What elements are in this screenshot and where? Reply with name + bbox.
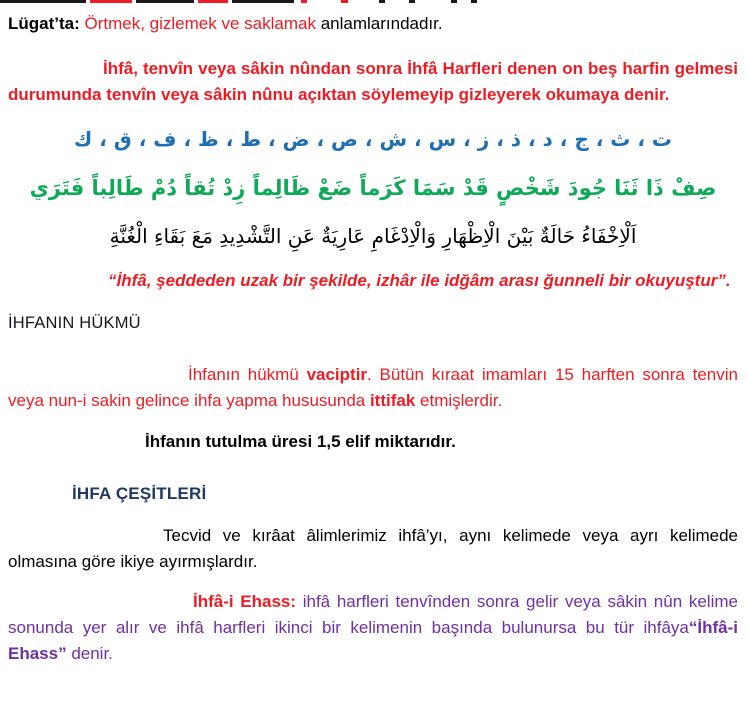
- hukum-text-1: İhfanın hükmü: [188, 364, 307, 384]
- lugat-red-meanings: Örtmek, gizlemek ve saklamak: [79, 14, 316, 33]
- ehass-label: İhfâ-i Ehass:: [193, 591, 297, 611]
- paragraph-tecvid: Tecvid ve kırâat âlimlerimiz ihfâ’yı, aynı kelimede veya ayrı kelimede olmasına göre ikiye ayırmışlardır.: [8, 526, 738, 572]
- quote-ihfa-description: “İhfâ, şeddeden uzak bir şekilde, izhâr ile idğâm arası ğunneli bir okuyuştur”.: [108, 271, 731, 291]
- fragment-mark: [301, 0, 307, 3]
- ehass-text-2: denir.: [66, 643, 113, 663]
- cropped-text-fragments: [0, 0, 748, 4]
- heading-ihfanin-hukmu: İHFANIN HÜKMÜ: [8, 313, 141, 332]
- lugat-rest: anlamlarındadır.: [315, 14, 443, 33]
- fragment-mark: [341, 0, 348, 3]
- fragment-mark: [451, 0, 457, 3]
- fragment-mark: [409, 0, 415, 3]
- hukum-emphasis-vaciptir: vaciptir: [306, 364, 368, 384]
- hukum-text-3: etmişlerdir.: [415, 390, 503, 410]
- arabic-definition-line: اَلْاِخْفَاءُ حَالَةٌ بَيْنَ الْاِظْهَارِ وَالْاِدْغَامِ عَارِيَةٌ عَنِ التَّشْدِيدِ مَعَ بَقَاءِ الْغُنَّةِ: [109, 224, 637, 249]
- hukum-text-2: . Bütün kıraat imamları 15 harften sonra tenvin veya nun-i sakin gelince ihfa yapma hususunda: [8, 364, 738, 410]
- paragraph-ihfa-definition: İhfâ, tenvîn veya sâkin nûndan sonra İhfâ Harfleri denen on beş harfin gelmesi durumunda tenvîn veya sâkin nûnu açıktan söylemeyip gizleyerek okumaya denir.: [8, 58, 738, 104]
- paragraph-lugat: [8, 11, 738, 37]
- hukum-emphasis-ittifak: ittifak: [369, 390, 416, 410]
- fragment-mark: [379, 0, 385, 3]
- fragment-mark: [471, 0, 477, 3]
- ehass-text-1: ihfâ harfleri tenvînden sonra gelir veya sâkin nûn kelime sonunda yer alır ve ihfâ harfleri ikinci bir kelimenin başında bulunursa bu tür ihfâya: [8, 591, 738, 637]
- paragraph-ihfa-ehass: [8, 589, 738, 666]
- heading-ihfa-cesitleri: İHFA ÇEŞİTLERİ: [72, 484, 207, 504]
- arabic-ihfa-letters: ت ، ث ، ج ، د ، ذ ، ز ، س ، ش ، ص ، ض ، ط ، ظ ، ف ، ق ، ك: [74, 127, 672, 152]
- fragment-mark: [232, 0, 294, 3]
- fragment-mark: [0, 0, 86, 3]
- fragment-mark: [136, 0, 194, 3]
- fragment-mark: [198, 0, 228, 3]
- line-duration: İhfanın tutulma üresi 1,5 elif miktarıdır.: [145, 431, 456, 451]
- paragraph-hukum: [8, 362, 738, 414]
- lugat-label: Lügat’ta:: [8, 14, 80, 33]
- arabic-mnemonic-verse: صِفْ ذَا ثَنَا جُودَ شَخْصٍ قَدْ سَمَا كَرَماً ضَعْ ظَالِماً زِدْ تُقاً دُمْ طَالِباً فَتَرَي: [29, 176, 717, 201]
- ehass-bold-term: “İhfâ-i Ehass”: [8, 617, 738, 663]
- fragment-mark: [90, 0, 132, 3]
